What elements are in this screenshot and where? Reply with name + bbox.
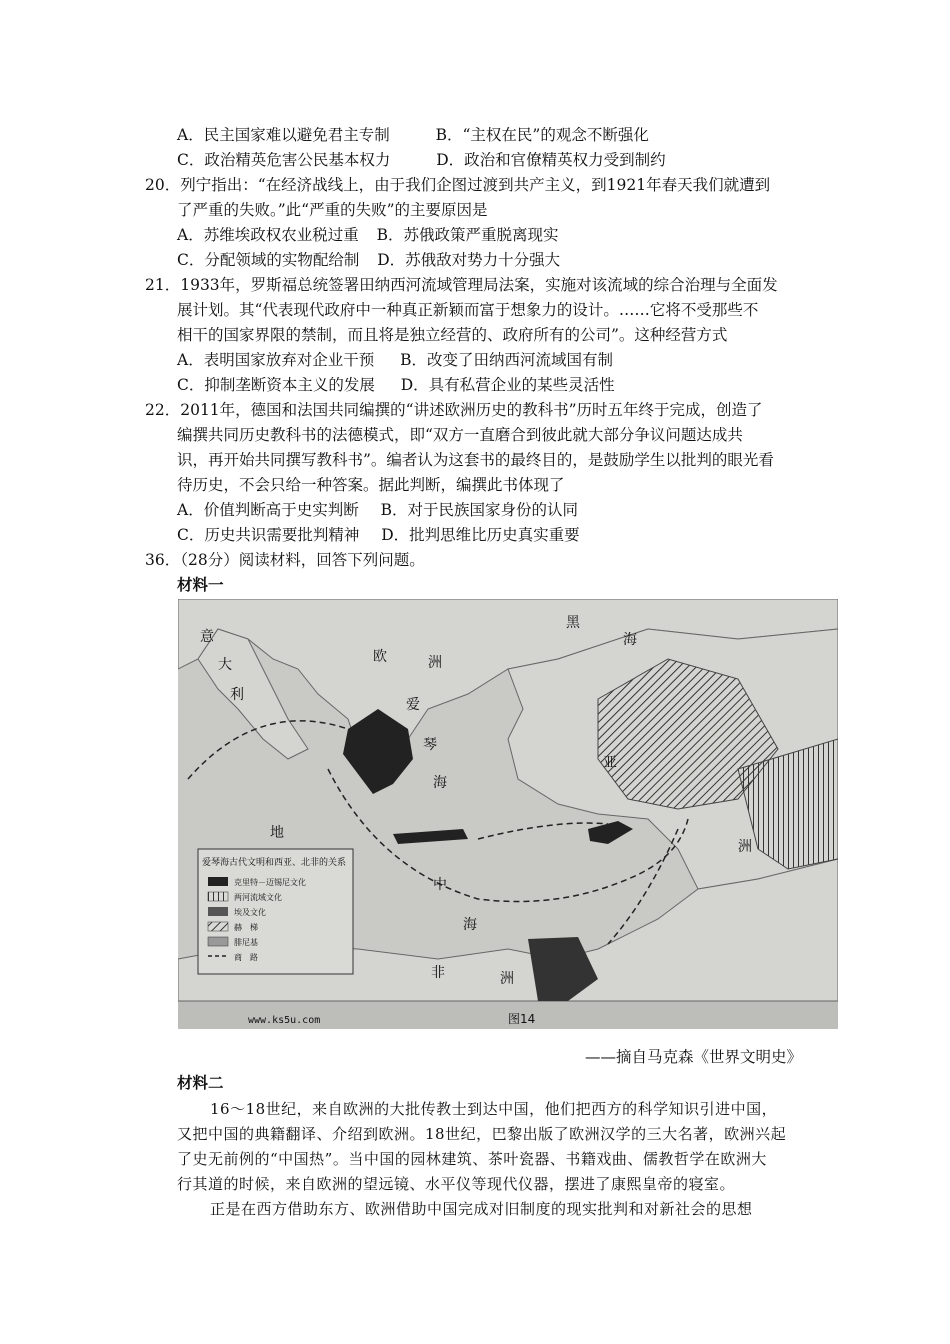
label-med-1: 地 <box>270 825 284 841</box>
q20-options-row-2 <box>177 249 560 271</box>
q19-option-b: B．“主权在民”的观念不断强化 <box>435 126 649 144</box>
q22-option-a: A．价值判断高于史实判断 <box>177 501 359 519</box>
q21-option-b: B．改变了田纳西河流域国有制 <box>400 351 613 369</box>
label-africa-2: 洲 <box>500 971 514 987</box>
label-italy-1: 意 <box>200 629 214 645</box>
label-black-sea-2: 海 <box>623 632 637 648</box>
q19-option-c: C．政治精英危害公民基本权力 <box>177 151 391 169</box>
material-2-heading: 材料二 <box>177 1074 224 1092</box>
legend-item-3: 埃及文化 <box>234 908 266 917</box>
q21-stem-line-3: 相干的国家界限的禁制，而且将是独立经营的、政府所有的公司”。这种经营方式 <box>177 326 728 344</box>
label-italy-2: 大 <box>218 657 232 673</box>
material-2-line-2: 又把中国的典籍翻译、介绍到欧洲。18世纪，巴黎出版了欧洲汉学的三大名著，欧洲兴起 <box>177 1125 787 1143</box>
q19-options-row-2 <box>177 149 666 171</box>
legend-item-5: 腓尼基 <box>234 938 258 947</box>
q21-option-a: A．表明国家放弃对企业干预 <box>177 351 375 369</box>
q21-option-d: D．具有私营企业的某些灵活性 <box>400 376 615 394</box>
label-europe-2: 洲 <box>428 655 442 671</box>
map-caption: ——摘自马克森《世界文明史》 <box>584 1048 802 1066</box>
q20-option-a: A．苏维埃政权农业税过重 <box>177 226 359 244</box>
label-italy-3: 利 <box>230 687 244 703</box>
material-2-line-3: 了史无前例的“中国热”。当中国的园林建筑、茶叶瓷器、书籍戏曲、儒教哲学在欧洲大 <box>177 1150 767 1168</box>
label-aegean-2: 琴 <box>423 737 437 753</box>
label-europe-1: 欧 <box>373 649 387 665</box>
legend-title: 爱琴海古代文明和西亚、北非的关系 <box>202 858 347 868</box>
material-2-line-5: 正是在西方借助东方、欧洲借助中国完成对旧制度的现实批判和对新社会的思想 <box>210 1200 753 1218</box>
q19-options-row-1 <box>177 124 649 146</box>
label-asia-1: 亚 <box>603 755 617 771</box>
label-med-2: 中 <box>433 877 447 893</box>
aegean-map-figure <box>178 599 838 1029</box>
q21-options-row-2 <box>177 374 615 396</box>
material-2-line-4: 行其道的时候，来自欧洲的望远镜、水平仪等现代仪器，摆进了康熙皇帝的寝室。 <box>177 1175 736 1193</box>
q22-option-c: C．历史共识需要批判精神 <box>177 526 360 544</box>
q19-option-a: A．民主国家难以避免君主专制 <box>177 126 390 144</box>
q22-stem-line-2: 编撰共同历史教科书的法德模式，即“双方一直磨合到彼此就大部分争议问题达成共 <box>177 426 743 444</box>
q22-stem-line-3: 识，再开始共同撰写教科书”。编者认为这套书的最终目的，是鼓励学生以批判的眼光看 <box>177 451 774 469</box>
q22-option-d: D．批判思维比历史真实重要 <box>381 526 580 544</box>
map-watermark: www.ks5u.com <box>248 1015 321 1026</box>
legend-item-1: 克里特－迈锡尼文化 <box>234 878 306 887</box>
q20-option-d: D．苏俄敌对势力十分强大 <box>377 251 561 269</box>
material-2-line-1: 16～18世纪，来自欧洲的大批传教士到达中国，他们把西方的科学知识引进中国， <box>210 1100 778 1118</box>
figure-label: 图14 <box>508 1012 536 1026</box>
q22-options-row-1 <box>177 499 578 521</box>
label-aegean-1: 爱 <box>406 697 420 713</box>
q21-stem-line-2: 展计划。其“代表现代政府中一种真正新颖而富于想象力的设计。……它将不受那些不 <box>177 301 759 319</box>
q22-options-row-2 <box>177 524 580 546</box>
q22-stem-line-1: 22．2011年，德国和法国共同编撰的“讲述欧洲历史的教科书”历时五年终于完成，创造了 <box>145 401 763 419</box>
q20-option-b: B．苏俄政策严重脱离现实 <box>376 226 559 244</box>
legend-item-2: 两河流域文化 <box>234 893 282 902</box>
label-black-sea-1: 黑 <box>566 615 580 631</box>
label-aegean-3: 海 <box>433 775 447 791</box>
q20-options-row-1 <box>177 224 558 246</box>
q19-option-d: D．政治和官僚精英权力受到制约 <box>436 151 666 169</box>
q21-stem-line-1: 21．1933年，罗斯福总统签署田纳西河流域管理局法案，实施对该流域的综合治理与全面发 <box>145 276 778 294</box>
q22-stem-line-4: 待历史，不会只给一种答案。据此判断，编撰此书体现了 <box>177 476 565 494</box>
q20-stem-line-2: 了严重的失败。”此“严重的失败”的主要原因是 <box>177 201 488 219</box>
legend-item-6: 商 路 <box>234 953 258 962</box>
legend-item-4: 赫 梯 <box>234 923 258 932</box>
material-1-heading: 材料一 <box>177 576 224 594</box>
q20-stem-line-1: 20．列宁指出：“在经济战线上，由于我们企图过渡到共产主义，到1921年春天我们就遭到 <box>145 176 771 194</box>
label-med-3: 海 <box>463 917 477 933</box>
q21-options-row-1 <box>177 349 613 371</box>
label-africa-1: 非 <box>431 965 445 981</box>
label-asia-2: 洲 <box>738 839 752 855</box>
q36-stem: 36．（28分）阅读材料，回答下列问题。 <box>145 551 425 569</box>
q20-option-c: C．分配领域的实物配给制 <box>177 251 360 269</box>
q21-option-c: C．抑制垄断资本主义的发展 <box>177 376 375 394</box>
map-legend <box>198 849 353 974</box>
q22-option-b: B．对于民族国家身份的认同 <box>380 501 578 519</box>
